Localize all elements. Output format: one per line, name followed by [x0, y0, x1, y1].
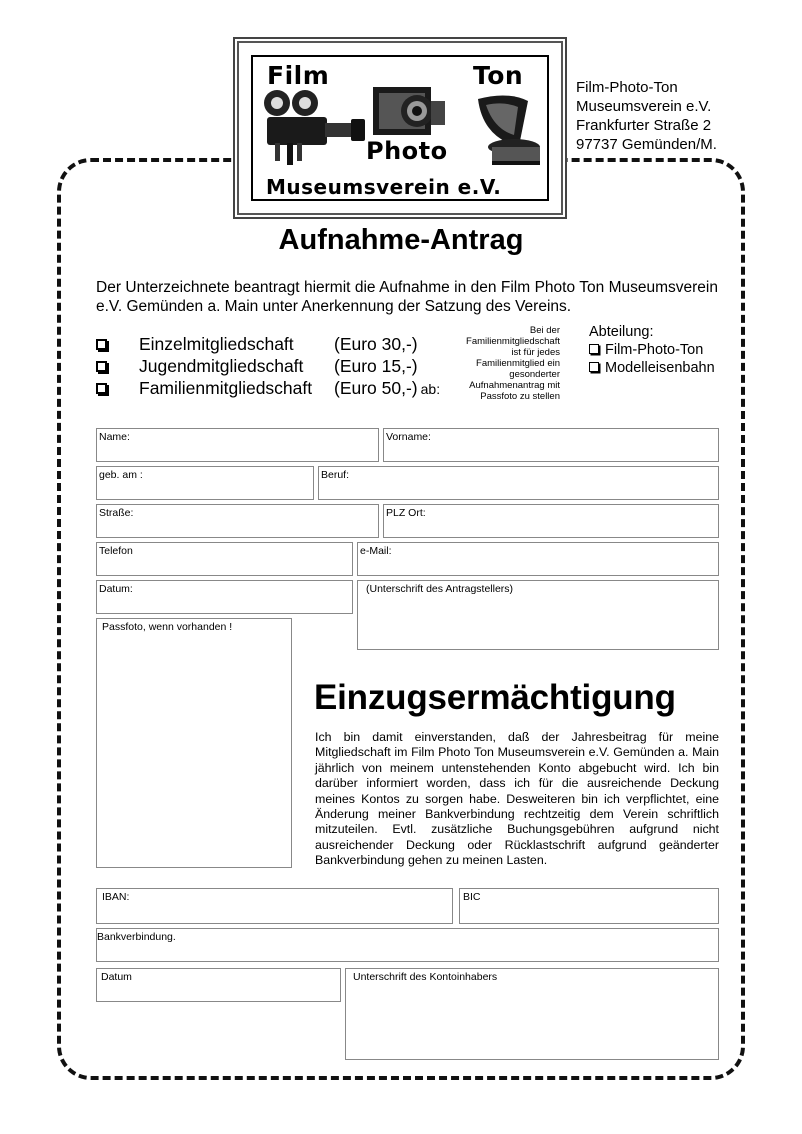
address-line: Museumsverein e.V.: [576, 98, 712, 115]
birthdate-field[interactable]: [96, 466, 314, 500]
phone-field[interactable]: [96, 542, 353, 576]
membership-name: Jugendmitgliedschaft: [139, 356, 304, 376]
note-line: Passfoto zu stellen: [480, 391, 560, 402]
logo-frame: [251, 55, 549, 201]
department-heading: Abteilung:: [589, 324, 654, 340]
field-label: (Unterschrift des Antragstellers): [366, 583, 514, 595]
address-line: 97737 Gemünden/M.: [576, 136, 717, 153]
address-line: Film-Photo-Ton: [576, 79, 678, 96]
name-field[interactable]: [96, 428, 379, 462]
note-line: Familienmitglied ein: [476, 358, 560, 369]
membership-price: (Euro 50,-): [334, 378, 418, 398]
field-label: Passfoto, wenn vorhanden !: [102, 621, 233, 633]
department-option[interactable]: [589, 359, 715, 377]
field-label: geb. am :: [99, 469, 143, 481]
logo-word-film: Film: [267, 61, 330, 90]
checkbox[interactable]: [589, 344, 599, 354]
field-label: Straße:: [99, 507, 134, 519]
checkbox[interactable]: [589, 362, 599, 372]
checkbox[interactable]: [96, 361, 107, 372]
checkbox[interactable]: [96, 383, 107, 394]
field-label: PLZ Ort:: [386, 507, 426, 519]
field-label: IBAN:: [102, 891, 130, 903]
field-label: Unterschrift des Kontoinhabers: [353, 971, 498, 983]
occupation-field[interactable]: [318, 466, 719, 500]
note-line: gesonderter: [509, 369, 560, 380]
logo-word-photo: Photo: [366, 137, 448, 165]
field-label: Datum: [101, 971, 132, 983]
membership-price: (Euro 30,-): [334, 334, 418, 354]
membership-option[interactable]: [96, 378, 440, 399]
field-label: Name:: [99, 431, 130, 443]
checkbox[interactable]: [96, 339, 107, 350]
note-line: Aufnahmenantrag mit: [469, 380, 560, 391]
bank-field[interactable]: [96, 928, 719, 962]
gramophone-icon: [468, 91, 548, 169]
membership-option[interactable]: [96, 356, 418, 377]
address-line: Frankfurter Straße 2: [576, 117, 712, 134]
field-label: Datum:: [99, 583, 133, 595]
field-label: e-Mail:: [360, 545, 392, 557]
note-line: Familienmitgliedschaft: [466, 336, 560, 347]
field-label: Beruf:: [321, 469, 350, 481]
department-label: Film-Photo-Ton: [605, 342, 704, 358]
logo-word-ton: Ton: [473, 61, 524, 90]
passport-photo-box[interactable]: [96, 618, 292, 868]
field-label: Telefon: [99, 545, 133, 557]
bic-field[interactable]: [459, 888, 719, 924]
membership-option[interactable]: [96, 334, 418, 355]
logo-word-museum: Museumsverein e.V.: [266, 175, 502, 199]
membership-suffix: ab:: [420, 381, 441, 397]
iban-field[interactable]: [96, 888, 453, 924]
direct-debit-title: Einzugsermächtigung: [314, 678, 676, 717]
direct-debit-text: Ich bin damit einverstanden, daß der Jahresbeitrag für meine Mitgliedschaft im Film Photo Ton Museumsverein e.V. Gemünden a. Main jährlich von meinem untenstehenden Konto abgebucht wird. Ich bin darüber informiert worden, dass ich für die ausreichende Deckung meines Kontos zu sorgen habe. Desweiteren bin ich verpflichtet, eine Änderung meiner Bankverbindung rechtzeitig dem Verein schriftlich mitzuteilen. Evtl. zusätzliche Buchungsgebühren aufgrund nicht ausreichender Deckung oder Rücklastschrift aufgrund geänderter Bankverbindung gehen zu meinen Lasten.: [315, 730, 719, 868]
date-field[interactable]: [96, 580, 353, 614]
membership-name: Einzelmitgliedschaft: [139, 334, 294, 354]
form-title: Aufnahme-Antrag: [278, 224, 524, 256]
department-label: Modelleisenbahn: [605, 360, 715, 376]
department-option[interactable]: [589, 341, 715, 359]
museum-logo: [237, 41, 563, 215]
applicant-signature-field[interactable]: [357, 580, 719, 650]
street-field[interactable]: [96, 504, 379, 538]
club-address: [576, 78, 717, 154]
field-label: BIC: [463, 891, 481, 903]
email-field[interactable]: [357, 542, 719, 576]
note-line: Bei der: [529, 325, 560, 336]
intro-text: Der Unterzeichnete beantragt hiermit die Aufnahme in den Film Photo Ton Museumsverein e.V. Gemünden a. Main unter Anerkennung der Satzung des Vereins.: [96, 279, 718, 315]
membership-name: Familienmitgliedschaft: [139, 378, 313, 398]
department-section: [589, 323, 715, 377]
vorname-field[interactable]: [383, 428, 719, 462]
field-label: Vorname:: [386, 431, 431, 443]
view-camera-icon: [369, 81, 451, 143]
field-label: Bankverbindung.: [97, 931, 176, 943]
family-note: [461, 325, 560, 402]
membership-price: (Euro 15,-): [334, 356, 418, 376]
film-camera-icon: [257, 87, 377, 169]
zip-city-field[interactable]: [383, 504, 719, 538]
note-line: ist für jedes: [511, 347, 560, 358]
account-holder-signature-field[interactable]: [345, 968, 719, 1060]
debit-date-field[interactable]: [96, 968, 341, 1002]
